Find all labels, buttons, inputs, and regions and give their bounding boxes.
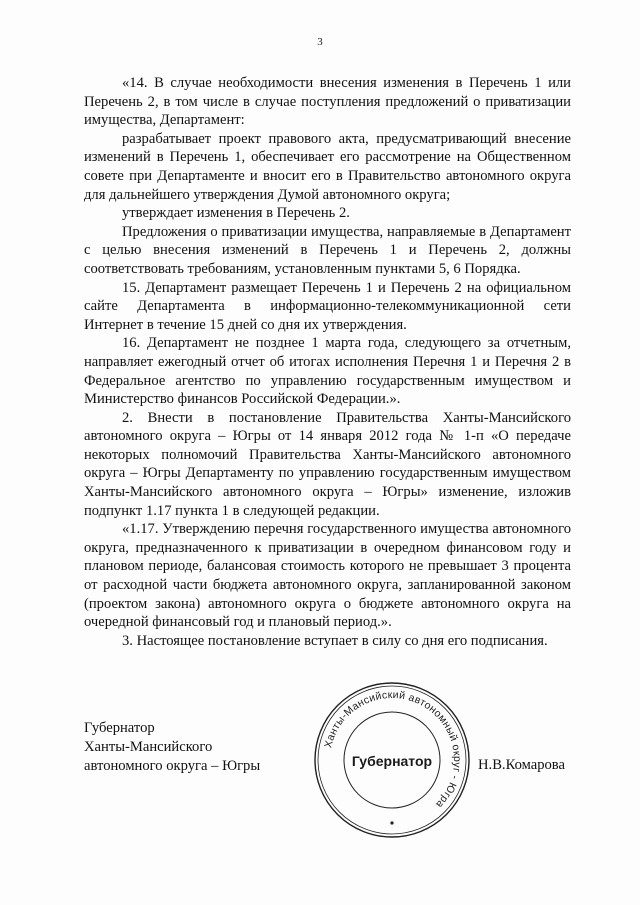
paragraph-2-amendment: 2. Внести в постановление Правительства Ханты-Мансийского автономного округа – Югры от 14 января 2012 года № 1-п «О передаче некоторых полномочий Правительства Ханты-Мансийского автономного округа – Югры Департаменту по управлению государственным имуществом Ханты-Мансийского автономного округа – Югры» изменение, изложив подпункт 1.17 пункта 1 в следующей редакции. <box>84 409 571 519</box>
paragraph-14-intro: «14. В случае необходимости внесения изменения в Перечень 1 или Перечень 2, в том числе в случае поступления предложений о приватизации имущества, Департамент: <box>84 75 571 129</box>
paragraph-1-17: «1.17. Утверждению перечня государственного имущества автономного округа, предназначенного к приватизации в очередном финансовом году и плановом периоде, балансовая стоимость которого не превышает 3 процента от расходной части бюджета автономного округа, запланированной законом (проектом закона) автономного округа о бюджете автономного округа на очередной финансовый год и плановый период.». <box>84 521 571 631</box>
paragraph-3-effective: 3. Настоящее постановление вступает в силу со дня его подписания. <box>122 632 548 649</box>
paragraph-14-approves: утверждает изменения в Перечень 2. <box>122 205 350 222</box>
seal-dot <box>390 821 393 824</box>
paragraph-proposals: Предложения о приватизации имущества, направляемые в Департамент с целью внесения изменений в Перечень 1 и Перечень 2, должны соответствовать требованиям, установленным пунктами 5, 6 Порядка. <box>84 223 571 277</box>
paragraph-16: 16. Департамент не позднее 1 марта года, следующего за отчетным, направляет ежегодный отчет об итогах исполнения Перечня 1 и Перечня 2 в Федеральное агентство по управлению государственным имуществом и Министерство финансов Российской Федерации.». <box>84 335 571 408</box>
page-number: 3 <box>317 36 323 48</box>
signatory-title-line-1: Губернатор <box>84 720 155 736</box>
signatory-title-line-2: Ханты-Мансийского <box>84 739 213 755</box>
document-body <box>84 74 571 650</box>
signatory-title-line-3: автономного округа – Югры <box>84 758 261 774</box>
signatory-name: Н.В.Комарова <box>478 757 565 773</box>
governor-seal <box>312 680 472 840</box>
signatory-title <box>84 719 260 776</box>
seal-ring-text: Ханты-Мансийский автономный округ - Югра <box>322 688 464 811</box>
seal-center-text: Губернатор <box>351 753 433 769</box>
paragraph-15: 15. Департамент размещает Перечень 1 и Перечень 2 на официальном сайте Департамента в информационно-телекоммуникационной сети Интернет в течение 15 дней со дня их утверждения. <box>84 279 571 333</box>
paragraph-14-develops: разрабатывает проект правового акта, предусматривающий внесение изменений в Перечень 1, обеспечивает его рассмотрение на Общественном совете при Департаменте и вносит его в Правительство автономного округа для дальнейшего утверждения Думой автономного округа; <box>84 130 571 203</box>
